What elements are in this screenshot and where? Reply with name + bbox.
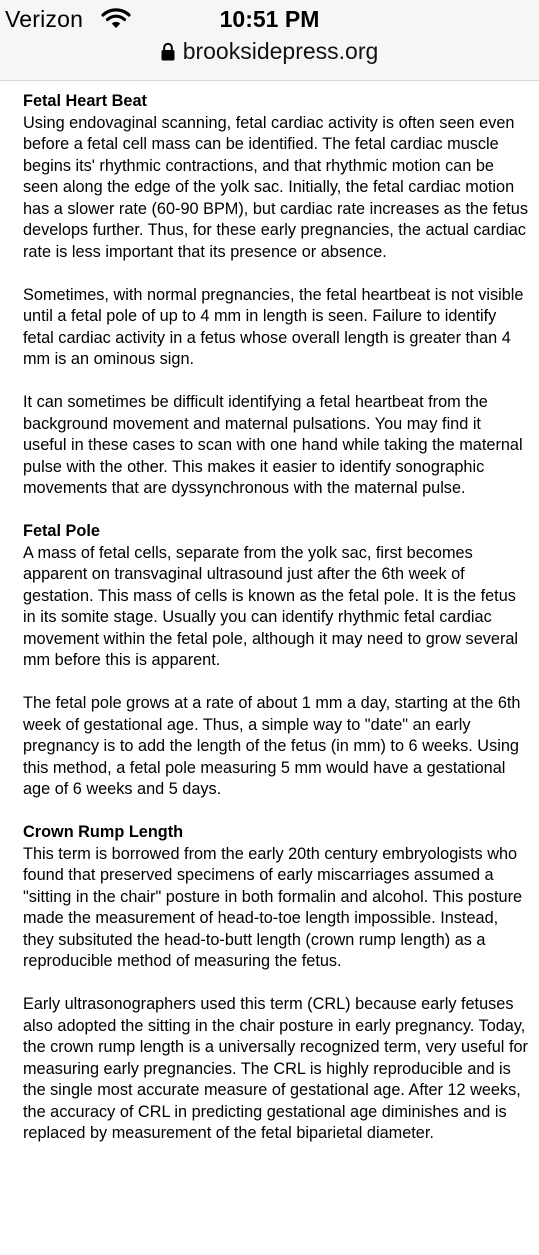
- heading-crown-rump-length: Crown Rump Length: [23, 823, 184, 841]
- status-time: 10:51 PM: [219, 6, 320, 32]
- browser-chrome: [0, 0, 539, 81]
- carrier-name: Verizon: [5, 6, 84, 32]
- paragraph: The fetal pole grows at a rate of about 1 mm a day, starting at the 6th week of gestational age. Thus, a simple way to "date" an early pregnancy is to add the length of the fetus (in mm) to 6 weeks. Using this method, a fetal pole measuring 5 mm would have a gestational age of 6 weeks and 5 days.: [23, 694, 521, 798]
- paragraph: Using endovaginal scanning, fetal cardiac activity is often seen even before a fetal cell mass can be identified. The fetal cardiac muscle begins its' rhythmic contractions, and that rhythmic motion can be seen along the edge of the yolk sac. Initially, the fetal cardiac motion has a slower rate (60-90 BPM), but cardiac rate increases as the fetus develops further. Thus, for these early pregnancies, the actual cardiac rate is less important that its presence or absence.: [23, 113, 528, 261]
- article-content: [23, 91, 528, 1166]
- heading-fetal-heart-beat: Fetal Heart Beat: [23, 92, 147, 110]
- address-bar[interactable]: [0, 38, 539, 72]
- url-text: brooksidepress.org: [182, 38, 379, 64]
- heading-fetal-pole: Fetal Pole: [23, 522, 100, 540]
- status-bar: [0, 0, 539, 40]
- paragraph: It can sometimes be difficult identifying a fetal heartbeat from the background movement and maternal pulsations. You may find it useful in these cases to scan with one hand while taking the maternal pulse with the other. This makes it easier to identify sonographic movements that are dyssynchronous with the maternal pulse.: [23, 393, 523, 497]
- section-fetal-pole: [23, 521, 528, 801]
- section-crown-rump-length: [23, 822, 528, 1145]
- section-fetal-heart-beat: [23, 91, 528, 500]
- paragraph: Early ultrasonographers used this term (CRL) because early fetuses also adopted the sitting in the chair posture in early pregnancy. Today, the crown rump length is a universally recognized term, very useful for measuring early pregnancies. The CRL is highly reproducible and is the single most accurate measure of gestational age. After 12 weeks, the accuracy of CRL in predicting gestational age diminishes and is replaced by measurement of the fetal biparietal diameter.: [23, 995, 528, 1142]
- lock-icon: [161, 42, 175, 61]
- paragraph: A mass of fetal cells, separate from the yolk sac, first becomes apparent on transvaginal ultrasound just after the 6th week of gestation. This mass of cells is known as the fetal pole. It is the fetus in its somite stage. Usually you can identify rhythmic fetal cardiac movement within the fetal pole, although it may need to grow several mm before this is apparent.: [23, 543, 519, 669]
- address-bar-content: [161, 38, 379, 65]
- paragraph: Sometimes, with normal pregnancies, the fetal heartbeat is not visible until a fetal pole of up to 4 mm in length is seen. Failure to identify fetal cardiac activity in a fetus whose overall length is greater than 4 mm is an ominous sign.: [23, 285, 524, 368]
- paragraph: This term is borrowed from the early 20th century embryologists who found that preserved specimens of early miscarriages assumed a "sitting in the chair" posture in both formalin and alcohol. This posture made the measurement of head-to-toe length impossible. Instead, they subsituted the head-to-butt length (crown rump length) as a reproducible method of measuring the fetus.: [23, 844, 523, 970]
